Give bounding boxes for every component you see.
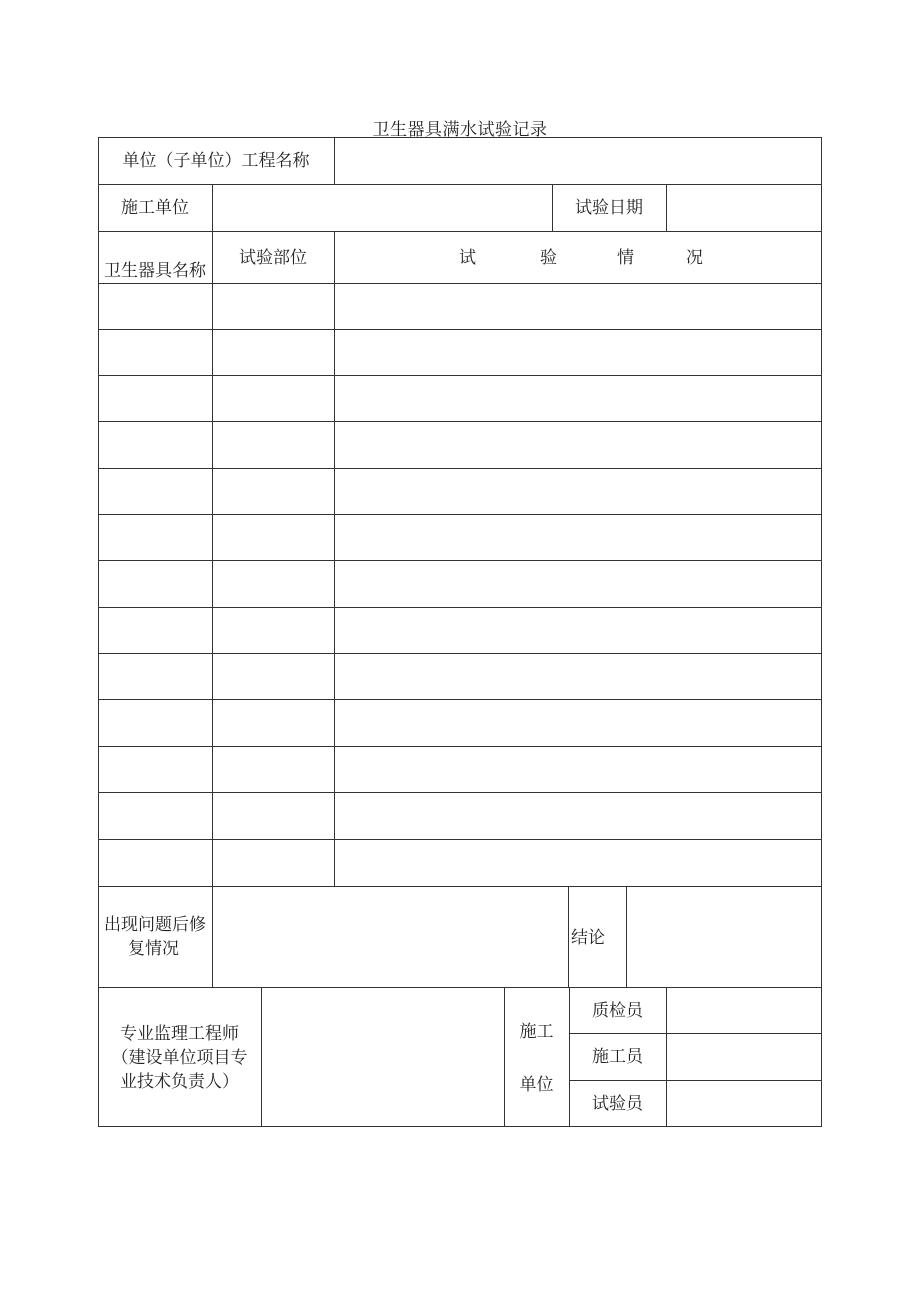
row-cell-test-situation[interactable] xyxy=(335,700,821,746)
builder-label: 施工员 xyxy=(592,1047,643,1067)
col-header-char: 情 xyxy=(617,248,634,268)
contractor-field[interactable] xyxy=(213,185,552,231)
row-cell-test-location[interactable] xyxy=(213,793,334,839)
col-header-fixture-name: 卫生器具名称 xyxy=(104,261,206,281)
row-cell-test-location[interactable] xyxy=(213,515,334,560)
repair-label-line1: 出现问题后修 xyxy=(104,915,206,935)
col-header-char: 验 xyxy=(540,248,557,268)
supervisor-label-line2: （建设单位项目专 xyxy=(111,1048,248,1068)
repair-label-line2: 复情况 xyxy=(128,939,179,959)
row-cell-fixture-name[interactable] xyxy=(99,608,212,653)
row-cell-test-location[interactable] xyxy=(213,376,334,421)
repair-field[interactable] xyxy=(213,887,568,987)
row-cell-fixture-name[interactable] xyxy=(99,515,212,560)
contractor-label: 施工单位 xyxy=(121,198,189,218)
row-cell-test-situation[interactable] xyxy=(335,330,821,375)
form-title: 卫生器具满水试验记录 xyxy=(372,120,548,140)
tester-signature-field[interactable] xyxy=(667,1081,821,1126)
supervisor-label-line3: 业技术负责人） xyxy=(120,1072,239,1092)
row-cell-fixture-name[interactable] xyxy=(99,422,212,468)
row-cell-test-situation[interactable] xyxy=(335,840,821,886)
row-cell-fixture-name[interactable] xyxy=(99,561,212,607)
row-cell-fixture-name[interactable] xyxy=(99,284,212,329)
tester-label: 试验员 xyxy=(592,1094,643,1114)
test-date-label: 试验日期 xyxy=(575,198,643,218)
row-cell-test-location[interactable] xyxy=(213,747,334,792)
row-cell-test-situation[interactable] xyxy=(335,654,821,699)
row-cell-fixture-name[interactable] xyxy=(99,793,212,839)
row-cell-fixture-name[interactable] xyxy=(99,330,212,375)
row-cell-test-situation[interactable] xyxy=(335,422,821,468)
inspector-signature-field[interactable] xyxy=(667,988,821,1033)
row-cell-fixture-name[interactable] xyxy=(99,700,212,746)
row-cell-fixture-name[interactable] xyxy=(99,469,212,514)
row-cell-test-situation[interactable] xyxy=(335,608,821,653)
row-cell-test-location[interactable] xyxy=(213,469,334,514)
row-cell-test-location[interactable] xyxy=(213,330,334,375)
row-cell-test-location[interactable] xyxy=(213,284,334,329)
col-header-test-location: 试验部位 xyxy=(239,248,307,268)
row-cell-test-location[interactable] xyxy=(213,422,334,468)
row-cell-test-situation[interactable] xyxy=(335,561,821,607)
row-cell-fixture-name[interactable] xyxy=(99,747,212,792)
conclusion-field[interactable] xyxy=(627,887,821,987)
supervisor-label-line1: 专业监理工程师 xyxy=(120,1024,239,1044)
row-cell-test-location[interactable] xyxy=(213,608,334,653)
contractor-unit-label-line2: 单位 xyxy=(519,1075,554,1095)
col-header-test-situation xyxy=(459,246,703,270)
inspector-label: 质检员 xyxy=(592,1001,643,1021)
supervisor-signature-field[interactable] xyxy=(262,988,504,1126)
row-cell-fixture-name[interactable] xyxy=(99,654,212,699)
row-cell-test-situation[interactable] xyxy=(335,469,821,514)
row-cell-test-location[interactable] xyxy=(213,561,334,607)
project-name-label: 单位（子单位）工程名称 xyxy=(122,151,310,171)
test-date-field[interactable] xyxy=(667,185,821,231)
contractor-unit-label-line1: 施工 xyxy=(519,1022,554,1042)
row-cell-test-situation[interactable] xyxy=(335,515,821,560)
row-cell-test-location[interactable] xyxy=(213,700,334,746)
conclusion-label: 结论 xyxy=(571,928,605,948)
row-cell-test-location[interactable] xyxy=(213,840,334,886)
row-cell-test-situation[interactable] xyxy=(335,284,821,329)
row-cell-fixture-name[interactable] xyxy=(99,840,212,886)
project-name-field[interactable] xyxy=(335,138,821,184)
row-cell-fixture-name[interactable] xyxy=(99,376,212,421)
row-cell-test-situation[interactable] xyxy=(335,376,821,421)
row-cell-test-situation[interactable] xyxy=(335,793,821,839)
col-header-char: 况 xyxy=(686,248,703,268)
row-cell-test-location[interactable] xyxy=(213,654,334,699)
col-header-char: 试 xyxy=(459,248,476,268)
builder-signature-field[interactable] xyxy=(667,1034,821,1080)
row-cell-test-situation[interactable] xyxy=(335,747,821,792)
